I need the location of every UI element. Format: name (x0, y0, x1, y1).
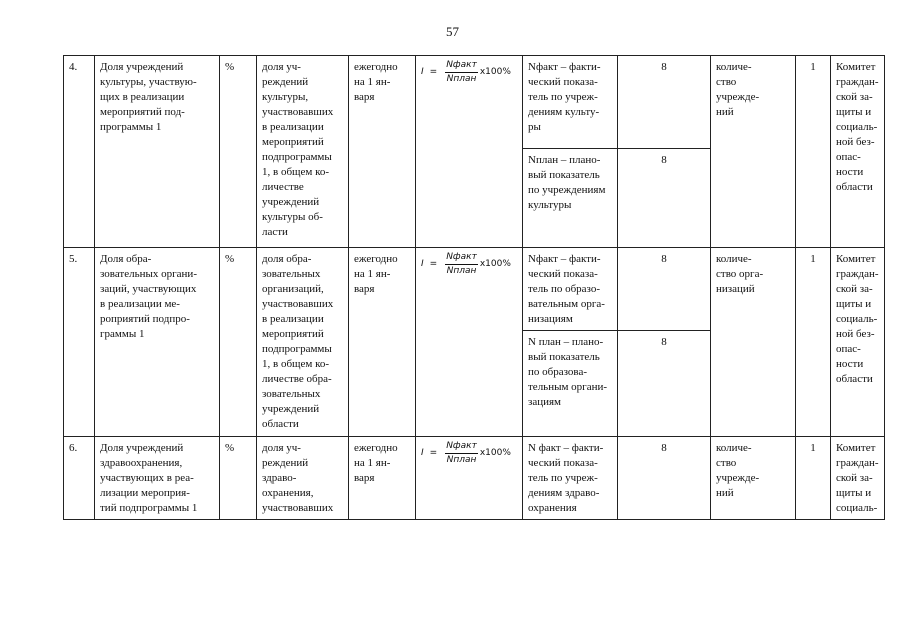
row-number: 5. (64, 248, 95, 437)
param-value: 8 (618, 248, 711, 331)
formula-lhs: I (421, 67, 424, 77)
indicator-definition: доля обра- зовательных организаций, участвовавших в реализации мероприятий подпрограммы 1, в общем ко- личестве обра- зовательных учреждений области (257, 248, 349, 437)
source-value: 1 (796, 56, 831, 248)
source-unit: количе- ство орга- низаций (711, 248, 796, 437)
formula-fraction (445, 60, 478, 85)
formula-cell (416, 248, 523, 437)
source-unit: количе- ство учрежде- ний (711, 56, 796, 248)
responsible: Комитет граждан- ской за- щиты и социаль- ной без- опас- ности области (831, 56, 885, 248)
formula-lhs: I (421, 448, 424, 458)
unit: % (220, 56, 257, 248)
table-row (64, 248, 885, 331)
formula-denominator: Nплан (446, 74, 477, 84)
formula (421, 252, 517, 277)
formula-fraction (445, 441, 478, 466)
indicator-name: Доля учреждений культуры, участвую- щих в реализации мероприятий под- программы 1 (95, 56, 220, 248)
formula-multiplier: x100% (479, 448, 511, 458)
param-description: Nфакт – факти- ческий показа- тель по учреж- дениям культу- ры (523, 56, 618, 149)
formula-numerator: Nфакт (445, 441, 478, 454)
table-row (64, 437, 885, 520)
formula-fraction (445, 252, 478, 277)
param-value: 8 (618, 56, 711, 149)
source-unit: количе- ство учрежде- ний (711, 437, 796, 520)
formula-denominator: Nплан (446, 266, 477, 276)
formula-multiplier: x100% (479, 67, 511, 77)
page-number: 57 (446, 24, 459, 39)
periodicity: ежегодно на 1 ян- варя (349, 56, 416, 248)
formula-multiplier: x100% (479, 259, 511, 269)
indicators-table (63, 55, 885, 520)
param-value: 8 (618, 331, 711, 437)
responsible: Комитет граждан- ской за- щиты и социаль- (831, 437, 885, 520)
formula (421, 60, 517, 85)
formula-cell (416, 56, 523, 248)
unit: % (220, 248, 257, 437)
formula-numerator: Nфакт (445, 60, 478, 73)
param-description: N факт – факти- ческий показа- тель по учреж- дениям здраво- охранения (523, 437, 618, 520)
indicator-name: Доля обра- зовательных органи- заций, участвующих в реализации ме- роприятий подпро- граммы 1 (95, 248, 220, 437)
periodicity: ежегодно на 1 ян- варя (349, 248, 416, 437)
formula-lhs: I (421, 259, 424, 269)
indicator-definition: доля уч- реждений здраво- охранения, участвовавших (257, 437, 349, 520)
param-value: 8 (618, 437, 711, 520)
formula-cell (416, 437, 523, 520)
formula (421, 441, 517, 466)
indicator-name: Доля учреждений здравоохранения, участвующих в реа- лизации мероприя- тий подпрограммы 1 (95, 437, 220, 520)
formula-eq: = (429, 448, 438, 458)
row-number: 6. (64, 437, 95, 520)
unit: % (220, 437, 257, 520)
periodicity: ежегодно на 1 ян- варя (349, 437, 416, 520)
source-value: 1 (796, 248, 831, 437)
formula-eq: = (429, 259, 438, 269)
param-description: N план – плано- вый показатель по образова- тельным органи- зациям (523, 331, 618, 437)
param-description: Nфакт – факти- ческий показа- тель по образо- вательным орга- низациям (523, 248, 618, 331)
table-row (64, 56, 885, 149)
param-value: 8 (618, 149, 711, 248)
responsible: Комитет граждан- ской за- щиты и социаль- ной без- опас- ности области (831, 248, 885, 437)
source-value: 1 (796, 437, 831, 520)
formula-denominator: Nплан (446, 455, 477, 465)
indicator-definition: доля уч- реждений культуры, участвовавших в реализации мероприятий подпрограммы 1, в общем ко- личестве учреждений культуры об- ласти (257, 56, 349, 248)
formula-eq: = (429, 67, 438, 77)
formula-numerator: Nфакт (445, 252, 478, 265)
param-description: Nплан – плано- вый показатель по учреждениям культуры (523, 149, 618, 248)
row-number: 4. (64, 56, 95, 248)
